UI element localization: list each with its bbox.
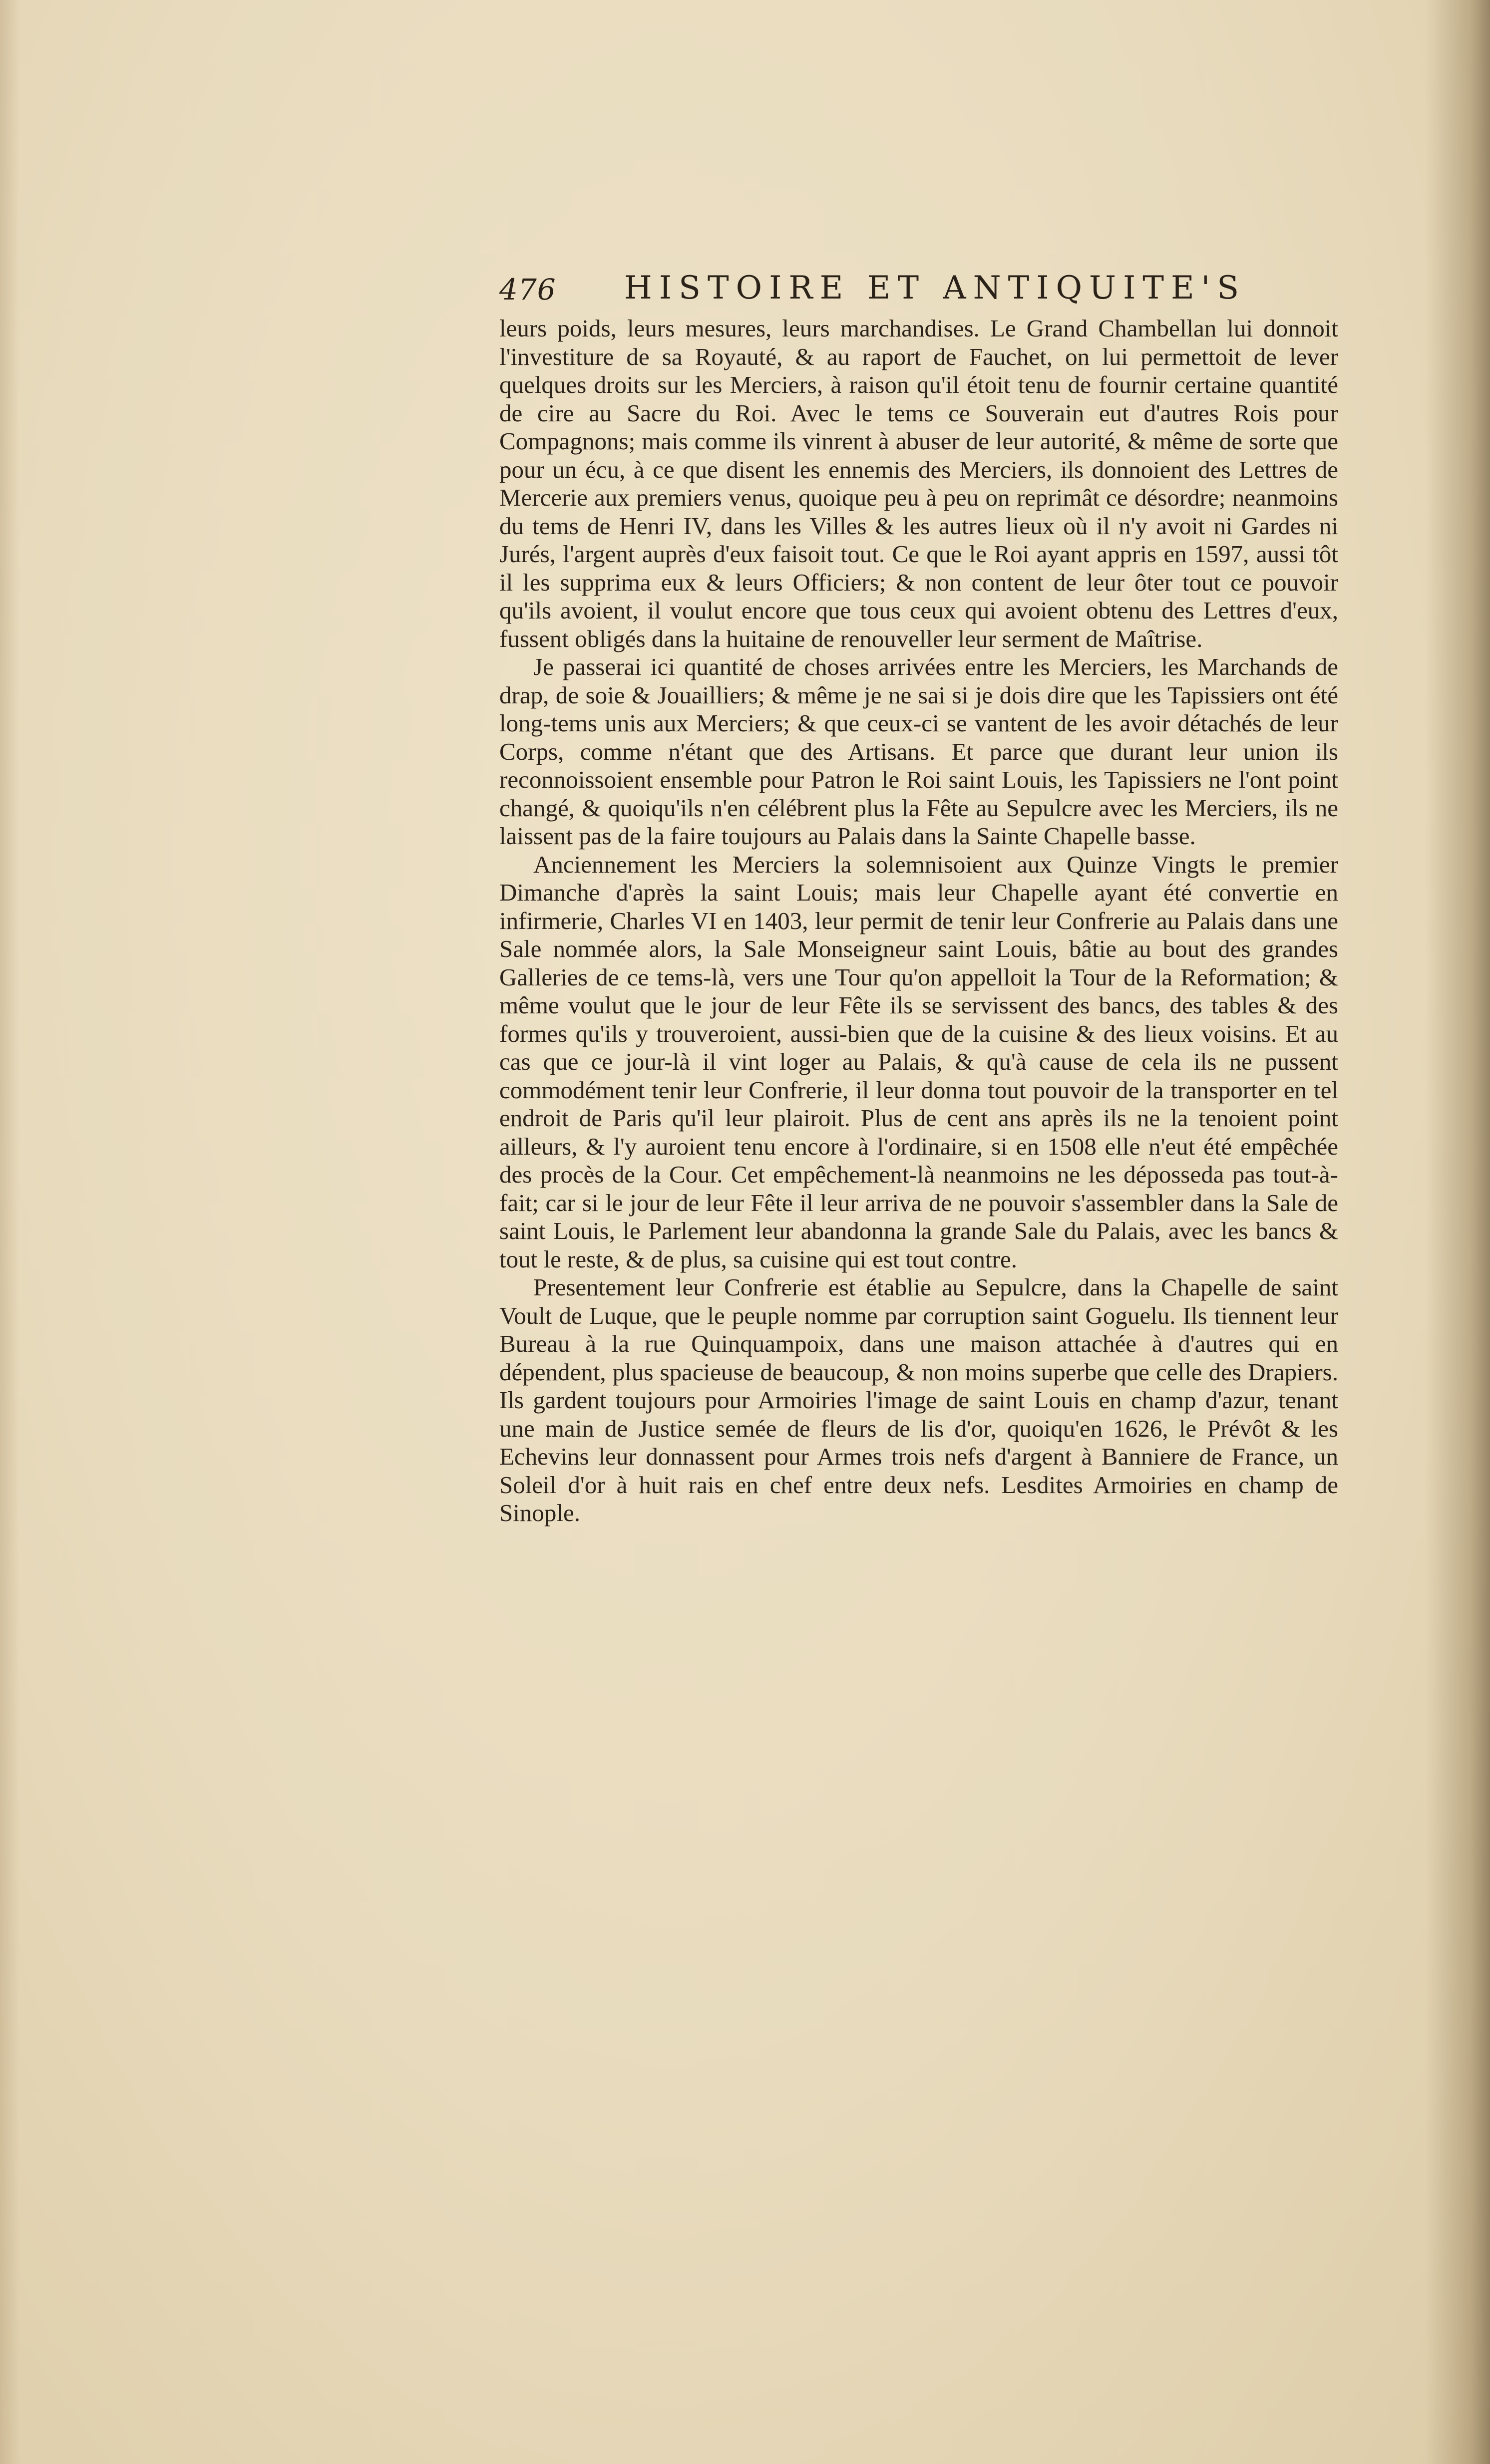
paragraph-2: Je passerai ici quantité de choses arrivées entre les Merciers, les Marchands de drap, de soie & Jouailliers; & même je ne sai si je dois dire que les Tapissiers ont été long-tems unis aux Merciers; & que ceux-ci se vantent de les avoir détachés de leur Corps, comme n'étant que des Artisans. Et parce que durant leur union ils reconnoissoient ensemble pour Patron le Roi saint Louis, les Tapissiers ne l'ont point changé, & quoiqu'ils n'en célébrent plus la Fête au Sepulcre avec les Merciers, ils ne laissent pas de la faire toujours au Palais dans la Sainte Chapelle basse. bbox=[499, 653, 1338, 850]
body-text bbox=[499, 314, 1338, 1528]
paragraph-1: leurs poids, leurs mesures, leurs marchandises. Le Grand Chambellan lui donnoit l'investiture de sa Royauté, & au raport de Fauchet, on lui permettoit de lever quelques droits sur les Merciers, à raison qu'il étoit tenu de fournir certaine quantité de cire au Sacre du Roi. Avec le tems ce Souverain eut d'autres Rois pour Compagnons; mais comme ils vinrent à abuser de leur autorité, & même de sorte que pour un écu, à ce que disent les ennemis des Merciers, ils donnoient des Lettres de Mercerie aux premiers venus, quoique peu à peu on reprimât ce désordre; neanmoins du tems de Henri IV, dans les Villes & les autres lieux où il n'y avoit ni Gardes ni Jurés, l'argent auprès d'eux faisoit tout. Ce que le Roi ayant appris en 1597, aussi tôt il les supprima eux & leurs Officiers; & non content de leur ôter tout ce pouvoir qu'ils avoient, il voulut encore que tous ceux qui avoient obtenu des Lettres d'eux, fussent obligés dans la huitaine de renouveller leur serment de Maîtrise. bbox=[499, 314, 1338, 652]
running-title: HISTOIRE ET ANTIQUITE'S bbox=[624, 270, 1246, 307]
spine-shadow bbox=[1425, 0, 1490, 2464]
paragraph-4: Presentement leur Confrerie est établie au Sepulcre, dans la Chapelle de saint Voult de Luque, que le peuple nomme par corruption saint Goguelu. Ils tiennent leur Bureau à la rue Quinquampoix, dans une maison attachée à d'autres qui en dépendent, plus spacieuse de beaucoup, & non moins superbe que celle des Drapiers. Ils gardent toujours pour Armoiries l'image de saint Louis en champ d'azur, tenant une main de Justice semée de fleurs de lis d'or, quoiqu'en 1626, le Prévôt & les Echevins leur donnassent pour Armes trois nefs d'argent à Banniere de France, un Soleil d'or à huit rais en chef entre deux nefs. Lesdites Armoiries en champ de Sinople. bbox=[499, 1273, 1338, 1527]
page-header bbox=[499, 270, 1338, 309]
page-number: 476 bbox=[499, 273, 556, 307]
page-left-edge bbox=[0, 0, 20, 2464]
paragraph-3: Anciennement les Merciers la solemnisoient aux Quinze Vingts le premier Dimanche d'après la saint Louis; mais leur Chapelle ayant été convertie en infirmerie, Charles VI en 1403, leur permit de tenir leur Confrerie au Palais dans une Sale nommée alors, la Sale Monseigneur saint Louis, bâtie au bout des grandes Galleries de ce tems-là, vers une Tour qu'on appelloit la Tour de la Reformation; & même voulut que le jour de leur Fête ils se servissent des bancs, des tables & des formes qu'ils y trouveroient, aussi-bien que de la cuisine & des lieux voisins. Et au cas que ce jour-là il vint loger au Palais, & qu'à cause de cela ils ne pussent commodément tenir leur Confrerie, il leur donna tout pouvoir de la transporter en tel endroit de Paris qu'il leur plairoit. Plus de cent ans après ils ne la tenoient point ailleurs, & l'y auroient tenu encore à l'ordinaire, si en 1508 elle n'eut été empêchée des procès de la Cour. Cet empêchement-là neanmoins ne les dépossedа pas tout-à-fait; car si le jour de leur Fête il leur arriva de ne pouvoir s'assembler dans la Sale de saint Louis, le Parlement leur abandonna la grande Sale du Palais, avec les bancs & tout le reste, & de plus, sa cuisine qui est tout contre. bbox=[499, 850, 1338, 1273]
